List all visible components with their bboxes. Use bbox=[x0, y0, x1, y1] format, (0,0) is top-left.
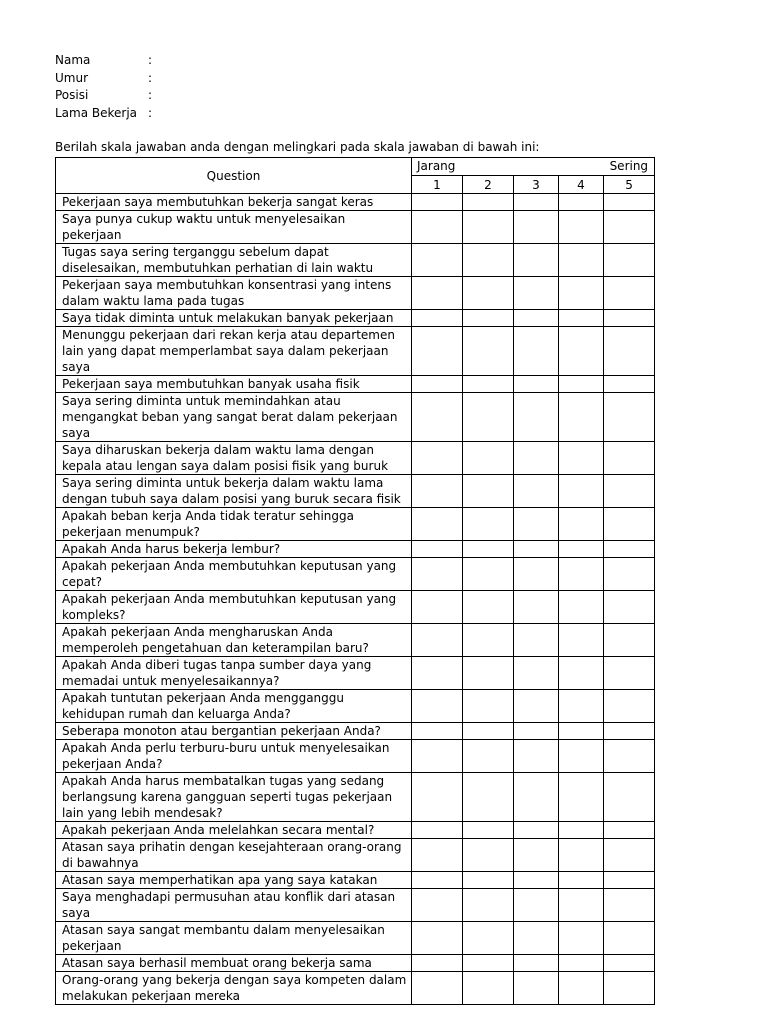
answer-cell-3[interactable] bbox=[514, 972, 559, 1005]
answer-cell-3[interactable] bbox=[514, 773, 559, 822]
answer-cell-2[interactable] bbox=[463, 194, 514, 211]
answer-cell-5[interactable] bbox=[604, 558, 655, 591]
answer-cell-2[interactable] bbox=[463, 773, 514, 822]
question-text: Orang-orang yang bekerja dengan saya kompeten dalam melakukan pekerjaan mereka bbox=[56, 972, 412, 1005]
answer-cell-5[interactable] bbox=[604, 310, 655, 327]
answer-cell-5[interactable] bbox=[604, 442, 655, 475]
answer-cell-3[interactable] bbox=[514, 244, 559, 277]
question-text: Saya tidak diminta untuk melakukan banyak pekerjaan bbox=[56, 310, 412, 327]
answer-cell-3[interactable] bbox=[514, 955, 559, 972]
answer-cell-4[interactable] bbox=[559, 211, 604, 244]
answer-cell-4[interactable] bbox=[559, 327, 604, 376]
answer-cell-3[interactable] bbox=[514, 723, 559, 740]
answer-cell-5[interactable] bbox=[604, 376, 655, 393]
answer-cell-3[interactable] bbox=[514, 442, 559, 475]
question-text: Saya diharuskan bekerja dalam waktu lama dengan kepala atau lengan saya dalam posisi fisik yang buruk bbox=[56, 442, 412, 475]
question-row bbox=[56, 955, 655, 972]
answer-cell-4[interactable] bbox=[559, 310, 604, 327]
question-row bbox=[56, 922, 655, 955]
answer-cell-5[interactable] bbox=[604, 327, 655, 376]
answer-cell-4[interactable] bbox=[559, 376, 604, 393]
answer-cell-4[interactable] bbox=[559, 277, 604, 310]
answer-cell-4[interactable] bbox=[559, 955, 604, 972]
answer-cell-2[interactable] bbox=[463, 327, 514, 376]
answer-cell-2[interactable] bbox=[463, 839, 514, 872]
question-text: Pekerjaan saya membutuhkan konsentrasi yang intens dalam waktu lama pada tugas bbox=[56, 277, 412, 310]
answer-cell-3[interactable] bbox=[514, 376, 559, 393]
answer-cell-1[interactable] bbox=[412, 822, 463, 839]
answer-cell-2[interactable] bbox=[463, 955, 514, 972]
answer-cell-1[interactable] bbox=[412, 624, 463, 657]
question-text: Pekerjaan saya membutuhkan bekerja sangat keras bbox=[56, 194, 412, 211]
answer-cell-1[interactable] bbox=[412, 327, 463, 376]
answer-cell-1[interactable] bbox=[412, 244, 463, 277]
answer-cell-3[interactable] bbox=[514, 310, 559, 327]
question-row bbox=[56, 822, 655, 839]
answer-cell-4[interactable] bbox=[559, 690, 604, 723]
answer-cell-5[interactable] bbox=[604, 955, 655, 972]
answer-cell-2[interactable] bbox=[463, 972, 514, 1005]
answer-cell-1[interactable] bbox=[412, 723, 463, 740]
question-text: Atasan saya berhasil membuat orang bekerja sama bbox=[56, 955, 412, 972]
scale-number-1: 1 bbox=[412, 176, 463, 194]
answer-cell-3[interactable] bbox=[514, 624, 559, 657]
answer-cell-3[interactable] bbox=[514, 211, 559, 244]
answer-cell-1[interactable] bbox=[412, 541, 463, 558]
answer-cell-4[interactable] bbox=[559, 657, 604, 690]
answer-cell-2[interactable] bbox=[463, 740, 514, 773]
answer-cell-3[interactable] bbox=[514, 591, 559, 624]
question-row bbox=[56, 508, 655, 541]
answer-cell-1[interactable] bbox=[412, 773, 463, 822]
answer-cell-5[interactable] bbox=[604, 972, 655, 1005]
question-row bbox=[56, 194, 655, 211]
info-label: Posisi bbox=[55, 88, 89, 102]
answer-cell-2[interactable] bbox=[463, 541, 514, 558]
question-text: Saya menghadapi permusuhan atau konflik dari atasan saya bbox=[56, 889, 412, 922]
answer-cell-4[interactable] bbox=[559, 393, 604, 442]
answer-cell-4[interactable] bbox=[559, 558, 604, 591]
question-text: Saya sering diminta untuk memindahkan atau mengangkat beban yang sangat berat dalam pekerjaan saya bbox=[56, 393, 412, 442]
answer-cell-1[interactable] bbox=[412, 740, 463, 773]
info-label: Umur bbox=[55, 70, 89, 85]
answer-cell-2[interactable] bbox=[463, 591, 514, 624]
question-row bbox=[56, 327, 655, 376]
answer-cell-5[interactable] bbox=[604, 393, 655, 442]
answer-cell-5[interactable] bbox=[604, 723, 655, 740]
answer-cell-1[interactable] bbox=[412, 376, 463, 393]
answer-cell-4[interactable] bbox=[559, 541, 604, 558]
answer-cell-3[interactable] bbox=[514, 740, 559, 773]
answer-cell-3[interactable] bbox=[514, 327, 559, 376]
answer-cell-3[interactable] bbox=[514, 872, 559, 889]
answer-cell-4[interactable] bbox=[559, 872, 604, 889]
answer-cell-1[interactable] bbox=[412, 922, 463, 955]
answer-cell-1[interactable] bbox=[412, 442, 463, 475]
question-column-header: Question bbox=[56, 158, 412, 194]
question-row bbox=[56, 393, 655, 442]
answer-cell-2[interactable] bbox=[463, 624, 514, 657]
question-row bbox=[56, 690, 655, 723]
answer-cell-2[interactable] bbox=[463, 393, 514, 442]
scale-low-label: Jarang bbox=[417, 159, 456, 173]
answer-cell-4[interactable] bbox=[559, 591, 604, 624]
answer-cell-1[interactable] bbox=[412, 690, 463, 723]
scale-number-5: 5 bbox=[604, 176, 655, 194]
answer-cell-1[interactable] bbox=[412, 558, 463, 591]
answer-cell-5[interactable] bbox=[604, 244, 655, 277]
instruction-text: Berilah skala jawaban anda dengan melingkari pada skala jawaban di bawah ini: bbox=[55, 140, 540, 154]
question-text: Apakah pekerjaan Anda melelahkan secara mental? bbox=[56, 822, 412, 839]
question-row bbox=[56, 442, 655, 475]
answer-cell-3[interactable] bbox=[514, 657, 559, 690]
question-row bbox=[56, 872, 655, 889]
question-row bbox=[56, 657, 655, 690]
answer-cell-5[interactable] bbox=[604, 822, 655, 839]
answer-cell-4[interactable] bbox=[559, 624, 604, 657]
answer-cell-3[interactable] bbox=[514, 508, 559, 541]
answer-cell-2[interactable] bbox=[463, 922, 514, 955]
answer-cell-4[interactable] bbox=[559, 839, 604, 872]
answer-cell-5[interactable] bbox=[604, 657, 655, 690]
answer-cell-3[interactable] bbox=[514, 889, 559, 922]
question-text: Atasan saya sangat membantu dalam menyelesaikan pekerjaan bbox=[56, 922, 412, 955]
answer-cell-4[interactable] bbox=[559, 475, 604, 508]
question-text: Apakah pekerjaan Anda membutuhkan keputusan yang kompleks? bbox=[56, 591, 412, 624]
question-text: Menunggu pekerjaan dari rekan kerja atau departemen lain yang dapat memperlambat saya dalam pekerjaan saya bbox=[56, 327, 412, 376]
question-row bbox=[56, 376, 655, 393]
question-text: Apakah Anda harus membatalkan tugas yang sedang berlangsung karena gangguan seperti tugas pekerjaan lain yang lebih mendesak? bbox=[56, 773, 412, 822]
question-row bbox=[56, 889, 655, 922]
answer-cell-2[interactable] bbox=[463, 211, 514, 244]
answer-cell-4[interactable] bbox=[559, 922, 604, 955]
answer-cell-2[interactable] bbox=[463, 872, 514, 889]
question-text: Atasan saya memperhatikan apa yang saya katakan bbox=[56, 872, 412, 889]
answer-cell-5[interactable] bbox=[604, 277, 655, 310]
answer-cell-5[interactable] bbox=[604, 541, 655, 558]
answer-cell-3[interactable] bbox=[514, 541, 559, 558]
question-row bbox=[56, 310, 655, 327]
answer-cell-4[interactable] bbox=[559, 740, 604, 773]
answer-cell-1[interactable] bbox=[412, 475, 463, 508]
answer-cell-2[interactable] bbox=[463, 558, 514, 591]
answer-cell-3[interactable] bbox=[514, 839, 559, 872]
question-text: Tugas saya sering terganggu sebelum dapat diselesaikan, membutuhkan perhatian di lain waktu bbox=[56, 244, 412, 277]
answer-cell-4[interactable] bbox=[559, 723, 604, 740]
info-label: Nama bbox=[55, 53, 91, 67]
question-text: Apakah Anda perlu terburu-buru untuk menyelesaikan pekerjaan Anda? bbox=[56, 740, 412, 773]
answer-cell-2[interactable] bbox=[463, 690, 514, 723]
question-text: Pekerjaan saya membutuhkan banyak usaha fisik bbox=[56, 376, 412, 393]
question-row bbox=[56, 277, 655, 310]
question-text: Apakah tuntutan pekerjaan Anda mengganggu kehidupan rumah dan keluarga Anda? bbox=[56, 690, 412, 723]
answer-cell-5[interactable] bbox=[604, 211, 655, 244]
answer-cell-5[interactable] bbox=[604, 889, 655, 922]
info-colon: : bbox=[148, 88, 153, 102]
answer-cell-1[interactable] bbox=[412, 277, 463, 310]
question-row bbox=[56, 244, 655, 277]
answer-cell-1[interactable] bbox=[412, 591, 463, 624]
answer-cell-4[interactable] bbox=[559, 244, 604, 277]
question-text: Seberapa monoton atau bergantian pekerjaan Anda? bbox=[56, 723, 412, 740]
question-row bbox=[56, 475, 655, 508]
answer-cell-2[interactable] bbox=[463, 376, 514, 393]
answer-cell-2[interactable] bbox=[463, 723, 514, 740]
question-row bbox=[56, 972, 655, 1005]
answer-cell-2[interactable] bbox=[463, 889, 514, 922]
scale-number-4: 4 bbox=[559, 176, 604, 194]
answer-cell-5[interactable] bbox=[604, 475, 655, 508]
scale-header bbox=[412, 158, 655, 176]
info-label: Lama Bekerja bbox=[55, 105, 138, 120]
answer-cell-2[interactable] bbox=[463, 442, 514, 475]
answer-cell-4[interactable] bbox=[559, 773, 604, 822]
answer-cell-2[interactable] bbox=[463, 508, 514, 541]
header-row-scale bbox=[56, 158, 655, 176]
answer-cell-1[interactable] bbox=[412, 508, 463, 541]
answer-cell-1[interactable] bbox=[412, 657, 463, 690]
answer-cell-5[interactable] bbox=[604, 839, 655, 872]
answer-cell-1[interactable] bbox=[412, 194, 463, 211]
answer-cell-2[interactable] bbox=[463, 475, 514, 508]
answer-cell-3[interactable] bbox=[514, 194, 559, 211]
info-colon: : bbox=[148, 105, 153, 120]
answer-cell-5[interactable] bbox=[604, 872, 655, 889]
answer-cell-3[interactable] bbox=[514, 690, 559, 723]
answer-cell-3[interactable] bbox=[514, 822, 559, 839]
answer-cell-4[interactable] bbox=[559, 972, 604, 1005]
question-row bbox=[56, 591, 655, 624]
answer-cell-1[interactable] bbox=[412, 839, 463, 872]
answer-cell-3[interactable] bbox=[514, 922, 559, 955]
answer-cell-1[interactable] bbox=[412, 211, 463, 244]
question-row bbox=[56, 839, 655, 872]
question-row bbox=[56, 773, 655, 822]
answer-cell-4[interactable] bbox=[559, 194, 604, 211]
question-row bbox=[56, 541, 655, 558]
question-text: Saya punya cukup waktu untuk menyelesaikan pekerjaan bbox=[56, 211, 412, 244]
answer-cell-4[interactable] bbox=[559, 442, 604, 475]
answer-cell-1[interactable] bbox=[412, 310, 463, 327]
answer-cell-1[interactable] bbox=[412, 889, 463, 922]
scale-high-label: Sering bbox=[609, 159, 649, 173]
answer-cell-2[interactable] bbox=[463, 657, 514, 690]
info-colon: : bbox=[148, 70, 153, 85]
answer-cell-3[interactable] bbox=[514, 475, 559, 508]
question-text: Apakah pekerjaan Anda membutuhkan keputusan yang cepat? bbox=[56, 558, 412, 591]
answer-cell-5[interactable] bbox=[604, 624, 655, 657]
question-row bbox=[56, 211, 655, 244]
answer-cell-1[interactable] bbox=[412, 872, 463, 889]
question-text: Apakah pekerjaan Anda mengharuskan Anda memperoleh pengetahuan dan keterampilan baru? bbox=[56, 624, 412, 657]
question-text: Apakah Anda diberi tugas tanpa sumber daya yang memadai untuk menyelesaikannya? bbox=[56, 657, 412, 690]
answer-cell-1[interactable] bbox=[412, 955, 463, 972]
answer-cell-5[interactable] bbox=[604, 922, 655, 955]
question-row bbox=[56, 558, 655, 591]
question-text: Atasan saya prihatin dengan kesejahteraan orang-orang di bawahnya bbox=[56, 839, 412, 872]
answer-cell-5[interactable] bbox=[604, 194, 655, 211]
answer-cell-5[interactable] bbox=[604, 591, 655, 624]
questions-body bbox=[56, 194, 655, 1005]
answer-cell-4[interactable] bbox=[559, 508, 604, 541]
question-text: Apakah beban kerja Anda tidak teratur sehingga pekerjaan menumpuk? bbox=[56, 508, 412, 541]
question-row bbox=[56, 723, 655, 740]
answer-cell-4[interactable] bbox=[559, 822, 604, 839]
answer-cell-4[interactable] bbox=[559, 889, 604, 922]
answer-cell-2[interactable] bbox=[463, 244, 514, 277]
answer-cell-5[interactable] bbox=[604, 740, 655, 773]
questionnaire-table bbox=[55, 157, 655, 1005]
answer-cell-2[interactable] bbox=[463, 277, 514, 310]
question-row bbox=[56, 624, 655, 657]
answer-cell-1[interactable] bbox=[412, 972, 463, 1005]
answer-cell-1[interactable] bbox=[412, 393, 463, 442]
answer-cell-5[interactable] bbox=[604, 508, 655, 541]
answer-cell-2[interactable] bbox=[463, 822, 514, 839]
question-row bbox=[56, 740, 655, 773]
scale-number-2: 2 bbox=[463, 176, 514, 194]
info-colon: : bbox=[148, 53, 153, 67]
question-text: Apakah Anda harus bekerja lembur? bbox=[56, 541, 412, 558]
answer-cell-3[interactable] bbox=[514, 277, 559, 310]
question-text: Saya sering diminta untuk bekerja dalam waktu lama dengan tubuh saya dalam posisi yang buruk secara fisik bbox=[56, 475, 412, 508]
scale-number-3: 3 bbox=[514, 176, 559, 194]
answer-cell-5[interactable] bbox=[604, 773, 655, 822]
answer-cell-3[interactable] bbox=[514, 558, 559, 591]
answer-cell-5[interactable] bbox=[604, 690, 655, 723]
answer-cell-2[interactable] bbox=[463, 310, 514, 327]
answer-cell-3[interactable] bbox=[514, 393, 559, 442]
